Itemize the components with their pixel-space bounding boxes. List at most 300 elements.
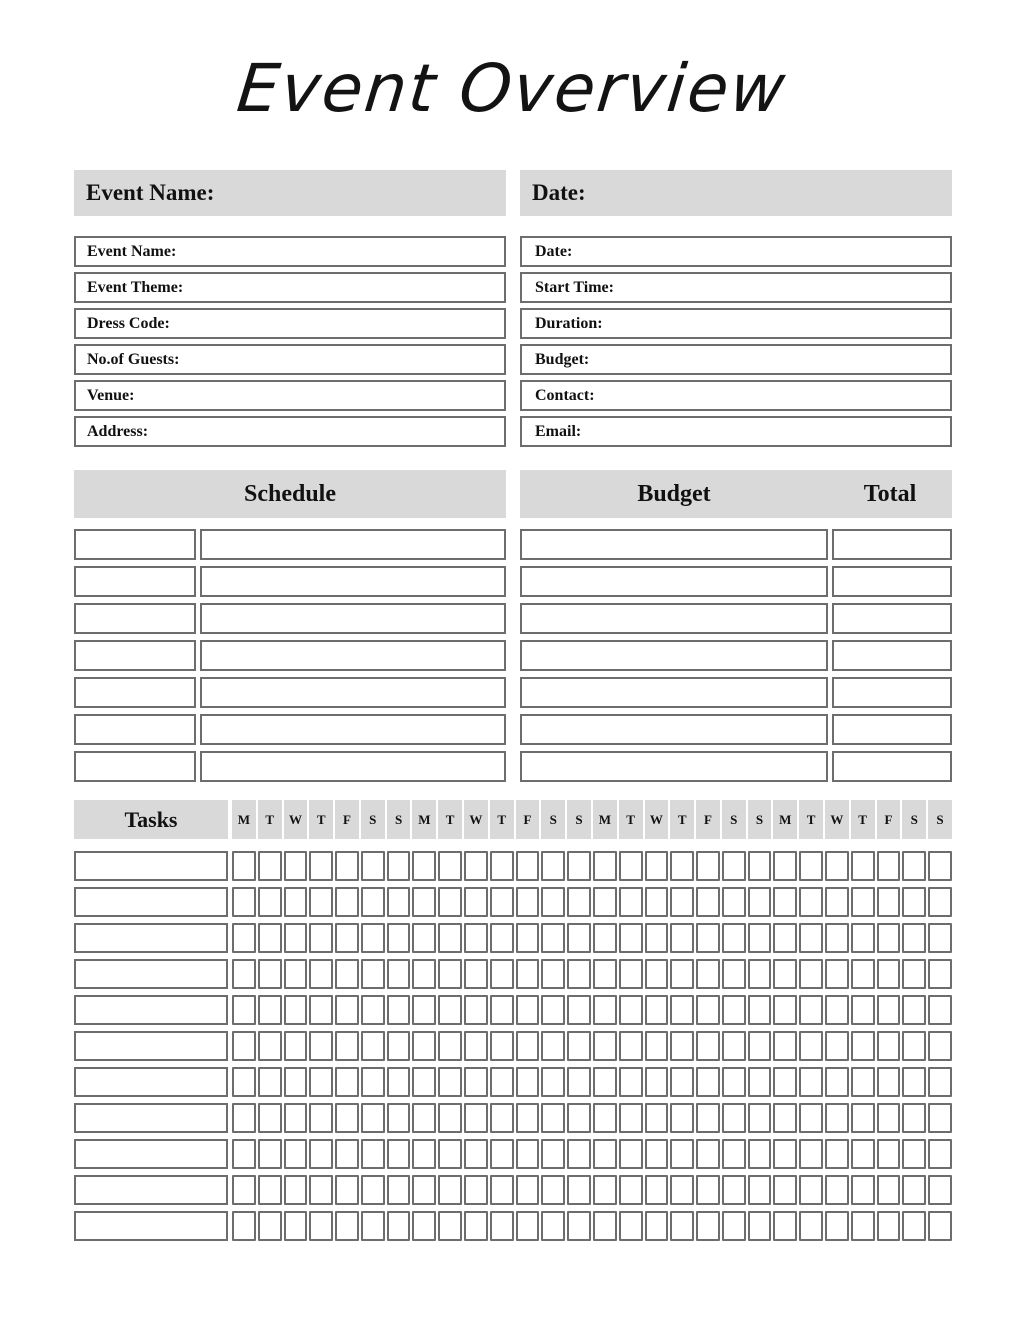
task-day-checkbox[interactable] (284, 1067, 308, 1097)
task-day-checkbox[interactable] (825, 887, 849, 917)
task-day-checkbox[interactable] (516, 887, 540, 917)
task-day-checkbox[interactable] (361, 959, 385, 989)
task-day-checkbox[interactable] (593, 1139, 617, 1169)
task-name-cell[interactable] (74, 1175, 228, 1205)
task-day-checkbox[interactable] (335, 1175, 359, 1205)
task-day-checkbox[interactable] (541, 1067, 565, 1097)
task-day-checkbox[interactable] (464, 1031, 488, 1061)
task-day-checkbox[interactable] (825, 1067, 849, 1097)
task-day-checkbox[interactable] (490, 1139, 514, 1169)
task-day-checkbox[interactable] (438, 959, 462, 989)
task-day-checkbox[interactable] (799, 887, 823, 917)
task-day-checkbox[interactable] (387, 1211, 411, 1241)
task-day-checkbox[interactable] (670, 1031, 694, 1061)
task-day-checkbox[interactable] (284, 1103, 308, 1133)
task-day-checkbox[interactable] (361, 923, 385, 953)
task-name-cell[interactable] (74, 1103, 228, 1133)
task-day-checkbox[interactable] (877, 1103, 901, 1133)
task-day-checkbox[interactable] (722, 1103, 746, 1133)
task-day-checkbox[interactable] (696, 1175, 720, 1205)
task-day-checkbox[interactable] (902, 851, 926, 881)
task-day-checkbox[interactable] (696, 1067, 720, 1097)
task-day-checkbox[interactable] (928, 1103, 952, 1133)
task-day-checkbox[interactable] (438, 1103, 462, 1133)
task-day-checkbox[interactable] (696, 887, 720, 917)
task-day-checkbox[interactable] (619, 995, 643, 1025)
task-day-checkbox[interactable] (825, 1103, 849, 1133)
budget-item-cell[interactable] (520, 566, 828, 597)
task-day-checkbox[interactable] (645, 1175, 669, 1205)
task-day-checkbox[interactable] (412, 1031, 436, 1061)
task-day-checkbox[interactable] (748, 923, 772, 953)
budget-total-cell[interactable] (832, 566, 952, 597)
task-day-checkbox[interactable] (748, 1103, 772, 1133)
task-day-checkbox[interactable] (284, 995, 308, 1025)
task-day-checkbox[interactable] (309, 959, 333, 989)
task-day-checkbox[interactable] (232, 1139, 256, 1169)
task-day-checkbox[interactable] (438, 923, 462, 953)
task-day-checkbox[interactable] (258, 995, 282, 1025)
task-day-checkbox[interactable] (232, 995, 256, 1025)
task-name-cell[interactable] (74, 1211, 228, 1241)
task-day-checkbox[interactable] (516, 995, 540, 1025)
task-day-checkbox[interactable] (825, 1031, 849, 1061)
task-day-checkbox[interactable] (438, 995, 462, 1025)
budget-item-cell[interactable] (520, 640, 828, 671)
task-name-cell[interactable] (74, 851, 228, 881)
task-day-checkbox[interactable] (645, 959, 669, 989)
task-day-checkbox[interactable] (670, 959, 694, 989)
task-day-checkbox[interactable] (361, 887, 385, 917)
task-day-checkbox[interactable] (619, 887, 643, 917)
task-day-checkbox[interactable] (773, 1067, 797, 1097)
task-day-checkbox[interactable] (928, 959, 952, 989)
task-day-checkbox[interactable] (877, 995, 901, 1025)
schedule-description-cell[interactable] (200, 640, 506, 671)
task-day-checkbox[interactable] (593, 1031, 617, 1061)
task-day-checkbox[interactable] (516, 851, 540, 881)
task-day-checkbox[interactable] (722, 851, 746, 881)
task-day-checkbox[interactable] (696, 1211, 720, 1241)
task-day-checkbox[interactable] (593, 1067, 617, 1097)
task-day-checkbox[interactable] (670, 1103, 694, 1133)
task-day-checkbox[interactable] (877, 887, 901, 917)
task-day-checkbox[interactable] (722, 1067, 746, 1097)
task-day-checkbox[interactable] (516, 1211, 540, 1241)
task-day-checkbox[interactable] (516, 959, 540, 989)
task-day-checkbox[interactable] (928, 1067, 952, 1097)
task-day-checkbox[interactable] (567, 887, 591, 917)
task-day-checkbox[interactable] (438, 851, 462, 881)
task-day-checkbox[interactable] (438, 887, 462, 917)
task-day-checkbox[interactable] (412, 851, 436, 881)
schedule-description-cell[interactable] (200, 714, 506, 745)
task-day-checkbox[interactable] (232, 923, 256, 953)
task-day-checkbox[interactable] (748, 887, 772, 917)
task-day-checkbox[interactable] (748, 959, 772, 989)
task-day-checkbox[interactable] (619, 1211, 643, 1241)
task-day-checkbox[interactable] (516, 1103, 540, 1133)
task-day-checkbox[interactable] (773, 995, 797, 1025)
task-day-checkbox[interactable] (619, 1139, 643, 1169)
task-day-checkbox[interactable] (851, 1139, 875, 1169)
task-day-checkbox[interactable] (335, 1211, 359, 1241)
field-address[interactable]: Address: (74, 416, 506, 447)
schedule-description-cell[interactable] (200, 751, 506, 782)
task-day-checkbox[interactable] (567, 1031, 591, 1061)
schedule-description-cell[interactable] (200, 529, 506, 560)
task-day-checkbox[interactable] (335, 887, 359, 917)
task-day-checkbox[interactable] (593, 1103, 617, 1133)
task-day-checkbox[interactable] (387, 1139, 411, 1169)
task-day-checkbox[interactable] (361, 1103, 385, 1133)
task-day-checkbox[interactable] (799, 1103, 823, 1133)
task-day-checkbox[interactable] (825, 995, 849, 1025)
task-day-checkbox[interactable] (748, 1175, 772, 1205)
task-day-checkbox[interactable] (851, 1175, 875, 1205)
task-day-checkbox[interactable] (773, 851, 797, 881)
task-day-checkbox[interactable] (851, 923, 875, 953)
task-day-checkbox[interactable] (696, 1103, 720, 1133)
task-day-checkbox[interactable] (412, 1103, 436, 1133)
task-day-checkbox[interactable] (387, 995, 411, 1025)
task-day-checkbox[interactable] (258, 1067, 282, 1097)
task-day-checkbox[interactable] (825, 1211, 849, 1241)
task-day-checkbox[interactable] (464, 1175, 488, 1205)
task-name-cell[interactable] (74, 995, 228, 1025)
task-name-cell[interactable] (74, 887, 228, 917)
task-day-checkbox[interactable] (309, 1103, 333, 1133)
task-day-checkbox[interactable] (748, 995, 772, 1025)
task-day-checkbox[interactable] (258, 1103, 282, 1133)
task-day-checkbox[interactable] (902, 995, 926, 1025)
task-day-checkbox[interactable] (567, 851, 591, 881)
task-day-checkbox[interactable] (670, 1139, 694, 1169)
task-day-checkbox[interactable] (258, 1175, 282, 1205)
task-day-checkbox[interactable] (284, 1211, 308, 1241)
task-day-checkbox[interactable] (361, 1139, 385, 1169)
task-day-checkbox[interactable] (387, 959, 411, 989)
task-day-checkbox[interactable] (490, 959, 514, 989)
task-day-checkbox[interactable] (567, 1103, 591, 1133)
task-day-checkbox[interactable] (773, 1139, 797, 1169)
task-day-checkbox[interactable] (284, 851, 308, 881)
task-day-checkbox[interactable] (335, 995, 359, 1025)
task-day-checkbox[interactable] (825, 1139, 849, 1169)
task-day-checkbox[interactable] (748, 1031, 772, 1061)
task-day-checkbox[interactable] (799, 1067, 823, 1097)
budget-item-cell[interactable] (520, 677, 828, 708)
task-day-checkbox[interactable] (438, 1211, 462, 1241)
task-day-checkbox[interactable] (928, 995, 952, 1025)
task-day-checkbox[interactable] (284, 959, 308, 989)
task-day-checkbox[interactable] (722, 995, 746, 1025)
task-day-checkbox[interactable] (722, 887, 746, 917)
task-day-checkbox[interactable] (284, 1175, 308, 1205)
task-day-checkbox[interactable] (619, 1175, 643, 1205)
task-day-checkbox[interactable] (670, 1067, 694, 1097)
field-venue[interactable]: Venue: (74, 380, 506, 411)
task-day-checkbox[interactable] (593, 923, 617, 953)
task-day-checkbox[interactable] (232, 887, 256, 917)
task-day-checkbox[interactable] (928, 1139, 952, 1169)
task-day-checkbox[interactable] (722, 1175, 746, 1205)
task-day-checkbox[interactable] (748, 1211, 772, 1241)
task-day-checkbox[interactable] (877, 1031, 901, 1061)
task-day-checkbox[interactable] (645, 923, 669, 953)
task-day-checkbox[interactable] (619, 1103, 643, 1133)
task-day-checkbox[interactable] (593, 1211, 617, 1241)
task-day-checkbox[interactable] (464, 923, 488, 953)
task-day-checkbox[interactable] (851, 1211, 875, 1241)
task-day-checkbox[interactable] (722, 1031, 746, 1061)
task-day-checkbox[interactable] (748, 1067, 772, 1097)
task-day-checkbox[interactable] (438, 1175, 462, 1205)
task-day-checkbox[interactable] (541, 1211, 565, 1241)
task-day-checkbox[interactable] (773, 887, 797, 917)
task-day-checkbox[interactable] (619, 959, 643, 989)
task-day-checkbox[interactable] (541, 995, 565, 1025)
task-name-cell[interactable] (74, 1067, 228, 1097)
task-day-checkbox[interactable] (902, 1211, 926, 1241)
budget-item-cell[interactable] (520, 751, 828, 782)
task-day-checkbox[interactable] (464, 851, 488, 881)
task-day-checkbox[interactable] (877, 1211, 901, 1241)
task-day-checkbox[interactable] (670, 1175, 694, 1205)
task-day-checkbox[interactable] (851, 1103, 875, 1133)
schedule-description-cell[interactable] (200, 566, 506, 597)
task-day-checkbox[interactable] (258, 959, 282, 989)
task-day-checkbox[interactable] (232, 1211, 256, 1241)
task-day-checkbox[interactable] (902, 887, 926, 917)
task-day-checkbox[interactable] (232, 959, 256, 989)
task-day-checkbox[interactable] (309, 1031, 333, 1061)
field-start-time[interactable]: Start Time: (520, 272, 952, 303)
task-day-checkbox[interactable] (696, 923, 720, 953)
task-day-checkbox[interactable] (722, 959, 746, 989)
task-day-checkbox[interactable] (567, 923, 591, 953)
task-day-checkbox[interactable] (309, 887, 333, 917)
schedule-time-cell[interactable] (74, 566, 196, 597)
task-day-checkbox[interactable] (516, 1139, 540, 1169)
task-day-checkbox[interactable] (645, 1067, 669, 1097)
task-day-checkbox[interactable] (825, 1175, 849, 1205)
task-day-checkbox[interactable] (851, 887, 875, 917)
task-day-checkbox[interactable] (593, 1175, 617, 1205)
task-day-checkbox[interactable] (773, 1031, 797, 1061)
task-day-checkbox[interactable] (799, 995, 823, 1025)
task-day-checkbox[interactable] (593, 959, 617, 989)
task-day-checkbox[interactable] (877, 851, 901, 881)
task-day-checkbox[interactable] (464, 1103, 488, 1133)
task-day-checkbox[interactable] (309, 923, 333, 953)
task-day-checkbox[interactable] (335, 851, 359, 881)
task-day-checkbox[interactable] (387, 1103, 411, 1133)
task-day-checkbox[interactable] (645, 995, 669, 1025)
task-day-checkbox[interactable] (412, 959, 436, 989)
task-day-checkbox[interactable] (928, 1175, 952, 1205)
task-day-checkbox[interactable] (773, 1175, 797, 1205)
task-day-checkbox[interactable] (490, 851, 514, 881)
task-day-checkbox[interactable] (361, 995, 385, 1025)
task-day-checkbox[interactable] (258, 1031, 282, 1061)
task-day-checkbox[interactable] (748, 1139, 772, 1169)
task-day-checkbox[interactable] (412, 995, 436, 1025)
task-day-checkbox[interactable] (851, 851, 875, 881)
task-day-checkbox[interactable] (335, 1067, 359, 1097)
task-day-checkbox[interactable] (490, 995, 514, 1025)
task-day-checkbox[interactable] (645, 1139, 669, 1169)
task-day-checkbox[interactable] (851, 959, 875, 989)
schedule-time-cell[interactable] (74, 751, 196, 782)
task-day-checkbox[interactable] (361, 1211, 385, 1241)
task-day-checkbox[interactable] (258, 1139, 282, 1169)
task-day-checkbox[interactable] (284, 1139, 308, 1169)
task-day-checkbox[interactable] (516, 1175, 540, 1205)
task-day-checkbox[interactable] (902, 1103, 926, 1133)
budget-item-cell[interactable] (520, 603, 828, 634)
task-day-checkbox[interactable] (567, 995, 591, 1025)
task-day-checkbox[interactable] (722, 1211, 746, 1241)
task-day-checkbox[interactable] (619, 1031, 643, 1061)
field-duration[interactable]: Duration: (520, 308, 952, 339)
task-day-checkbox[interactable] (232, 851, 256, 881)
task-day-checkbox[interactable] (567, 1211, 591, 1241)
task-day-checkbox[interactable] (619, 851, 643, 881)
task-day-checkbox[interactable] (722, 1139, 746, 1169)
task-day-checkbox[interactable] (541, 959, 565, 989)
task-day-checkbox[interactable] (387, 1175, 411, 1205)
task-day-checkbox[interactable] (541, 1139, 565, 1169)
task-day-checkbox[interactable] (516, 1067, 540, 1097)
budget-total-cell[interactable] (832, 677, 952, 708)
task-day-checkbox[interactable] (928, 851, 952, 881)
task-day-checkbox[interactable] (902, 1175, 926, 1205)
field-date[interactable]: Date: (520, 236, 952, 267)
task-day-checkbox[interactable] (541, 887, 565, 917)
task-day-checkbox[interactable] (258, 851, 282, 881)
task-day-checkbox[interactable] (309, 851, 333, 881)
task-day-checkbox[interactable] (902, 959, 926, 989)
task-day-checkbox[interactable] (773, 1211, 797, 1241)
task-day-checkbox[interactable] (902, 923, 926, 953)
schedule-description-cell[interactable] (200, 603, 506, 634)
task-day-checkbox[interactable] (593, 851, 617, 881)
task-day-checkbox[interactable] (309, 995, 333, 1025)
task-day-checkbox[interactable] (490, 1031, 514, 1061)
task-day-checkbox[interactable] (645, 1031, 669, 1061)
task-day-checkbox[interactable] (387, 851, 411, 881)
task-day-checkbox[interactable] (412, 1175, 436, 1205)
task-day-checkbox[interactable] (619, 923, 643, 953)
schedule-time-cell[interactable] (74, 529, 196, 560)
task-day-checkbox[interactable] (851, 995, 875, 1025)
task-day-checkbox[interactable] (516, 1031, 540, 1061)
task-day-checkbox[interactable] (232, 1103, 256, 1133)
field-dress-code[interactable]: Dress Code: (74, 308, 506, 339)
task-day-checkbox[interactable] (902, 1031, 926, 1061)
task-day-checkbox[interactable] (387, 1067, 411, 1097)
task-day-checkbox[interactable] (825, 959, 849, 989)
task-day-checkbox[interactable] (335, 1103, 359, 1133)
task-day-checkbox[interactable] (748, 851, 772, 881)
task-day-checkbox[interactable] (670, 923, 694, 953)
task-day-checkbox[interactable] (438, 1139, 462, 1169)
task-name-cell[interactable] (74, 923, 228, 953)
task-day-checkbox[interactable] (258, 887, 282, 917)
task-day-checkbox[interactable] (464, 1139, 488, 1169)
task-day-checkbox[interactable] (645, 887, 669, 917)
task-day-checkbox[interactable] (490, 1067, 514, 1097)
task-day-checkbox[interactable] (645, 851, 669, 881)
task-day-checkbox[interactable] (670, 851, 694, 881)
task-day-checkbox[interactable] (799, 1211, 823, 1241)
task-day-checkbox[interactable] (309, 1067, 333, 1097)
task-day-checkbox[interactable] (541, 1103, 565, 1133)
task-day-checkbox[interactable] (928, 923, 952, 953)
task-day-checkbox[interactable] (258, 923, 282, 953)
task-day-checkbox[interactable] (258, 1211, 282, 1241)
task-day-checkbox[interactable] (645, 1211, 669, 1241)
task-day-checkbox[interactable] (361, 1175, 385, 1205)
task-day-checkbox[interactable] (309, 1139, 333, 1169)
task-day-checkbox[interactable] (464, 959, 488, 989)
task-day-checkbox[interactable] (877, 923, 901, 953)
task-day-checkbox[interactable] (825, 851, 849, 881)
schedule-time-cell[interactable] (74, 677, 196, 708)
task-day-checkbox[interactable] (490, 887, 514, 917)
task-name-cell[interactable] (74, 1139, 228, 1169)
task-day-checkbox[interactable] (284, 887, 308, 917)
task-day-checkbox[interactable] (541, 1175, 565, 1205)
task-day-checkbox[interactable] (799, 1139, 823, 1169)
task-day-checkbox[interactable] (464, 1067, 488, 1097)
task-day-checkbox[interactable] (464, 1211, 488, 1241)
task-day-checkbox[interactable] (696, 959, 720, 989)
task-day-checkbox[interactable] (490, 1211, 514, 1241)
task-day-checkbox[interactable] (696, 995, 720, 1025)
task-day-checkbox[interactable] (309, 1175, 333, 1205)
task-day-checkbox[interactable] (670, 887, 694, 917)
task-day-checkbox[interactable] (335, 1031, 359, 1061)
task-day-checkbox[interactable] (541, 923, 565, 953)
task-day-checkbox[interactable] (232, 1175, 256, 1205)
task-day-checkbox[interactable] (438, 1031, 462, 1061)
task-day-checkbox[interactable] (773, 923, 797, 953)
field-no-of-guests[interactable]: No.of Guests: (74, 344, 506, 375)
task-day-checkbox[interactable] (567, 1067, 591, 1097)
task-day-checkbox[interactable] (361, 1031, 385, 1061)
task-day-checkbox[interactable] (799, 923, 823, 953)
task-day-checkbox[interactable] (516, 923, 540, 953)
task-day-checkbox[interactable] (412, 923, 436, 953)
task-day-checkbox[interactable] (387, 887, 411, 917)
budget-total-cell[interactable] (832, 640, 952, 671)
schedule-description-cell[interactable] (200, 677, 506, 708)
budget-total-cell[interactable] (832, 529, 952, 560)
task-day-checkbox[interactable] (335, 1139, 359, 1169)
task-day-checkbox[interactable] (284, 1031, 308, 1061)
task-day-checkbox[interactable] (361, 851, 385, 881)
schedule-time-cell[interactable] (74, 714, 196, 745)
budget-total-cell[interactable] (832, 714, 952, 745)
task-day-checkbox[interactable] (928, 887, 952, 917)
task-day-checkbox[interactable] (541, 851, 565, 881)
field-event-theme[interactable]: Event Theme: (74, 272, 506, 303)
task-day-checkbox[interactable] (567, 959, 591, 989)
task-day-checkbox[interactable] (309, 1211, 333, 1241)
task-day-checkbox[interactable] (696, 851, 720, 881)
